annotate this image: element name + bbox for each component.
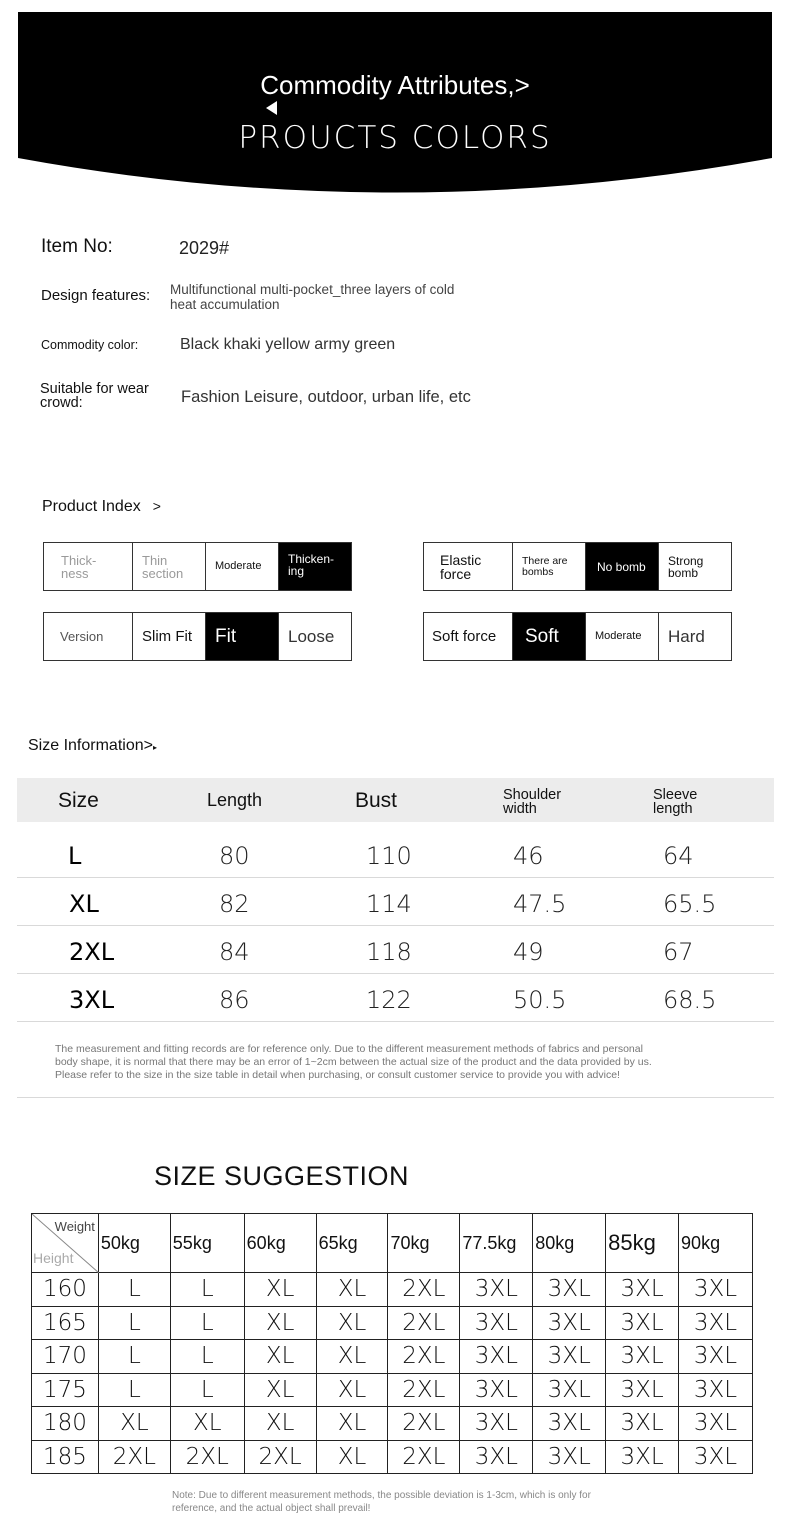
size-cell: L	[170, 1373, 244, 1407]
banner-title: Commodity Attributes,>	[260, 70, 530, 100]
size-cell: 3XL	[460, 1407, 533, 1441]
height-cell: 185	[32, 1440, 99, 1474]
size-cell: XL	[98, 1407, 170, 1441]
banner-subtitle: PROUCTS COLORS	[238, 120, 552, 156]
size-cell: XL	[316, 1273, 388, 1307]
corner-height-label: Height	[33, 1250, 74, 1266]
thickness-label-line2: ness	[61, 565, 89, 581]
weight-header: 85kg	[606, 1214, 679, 1273]
size-cell: 3XL	[533, 1340, 606, 1374]
elastic-label	[424, 543, 513, 590]
weight-header: 60kg	[244, 1214, 316, 1273]
header-length: Length	[207, 790, 263, 810]
cell-size: L	[68, 842, 82, 870]
size-cell: 3XL	[679, 1440, 753, 1474]
cell-shoulder: 49	[513, 938, 544, 966]
weight-header-row	[32, 1214, 753, 1273]
deviation-note	[172, 1490, 642, 1515]
version-index	[43, 612, 352, 661]
cell-shoulder: 46	[513, 842, 544, 870]
weight-header: 55kg	[170, 1214, 244, 1273]
size-cell: 3XL	[460, 1340, 533, 1374]
measurement-note-line2: body shape, it is normal that there may be an error of 1~2cm between the actual size of the product and the data provided by us.	[55, 1056, 652, 1069]
size-cell: 3XL	[606, 1373, 679, 1407]
size-cell: 2XL	[388, 1373, 460, 1407]
size-cell: XL	[244, 1373, 316, 1407]
header-size: Size	[58, 788, 99, 812]
size-suggestion-table	[31, 1213, 753, 1474]
deviation-note-line1: Note: Due to different measurement methods, the possible deviation is 1-3cm, which is only for	[172, 1490, 591, 1501]
item-no-value: 2029#	[179, 238, 230, 258]
height-cell: 180	[32, 1407, 99, 1441]
thickness-thin-line2: section	[142, 565, 184, 581]
height-cell: 170	[32, 1340, 99, 1374]
size-cell: L	[170, 1306, 244, 1340]
size-cell: 3XL	[679, 1273, 753, 1307]
soft-soft: Soft	[513, 613, 586, 660]
suitable-crowd-line1: Suitable for wear	[40, 381, 149, 397]
size-cell: 2XL	[244, 1440, 316, 1474]
size-cell: 3XL	[460, 1440, 533, 1474]
thickness-label	[44, 543, 133, 590]
size-cell: 2XL	[388, 1306, 460, 1340]
weight-header: 77.5kg	[460, 1214, 533, 1273]
elastic-no-bomb	[586, 543, 659, 590]
size-cell: 3XL	[679, 1340, 753, 1374]
header-sleeve-line1: Sleeve	[653, 786, 698, 803]
size-cell: XL	[316, 1340, 388, 1374]
triangle-left-icon	[266, 101, 277, 115]
weight-header: 65kg	[316, 1214, 388, 1273]
size-cell: 3XL	[533, 1407, 606, 1441]
size-cell: XL	[244, 1407, 316, 1441]
size-cell: 3XL	[533, 1306, 606, 1340]
size-cell: 2XL	[98, 1440, 170, 1474]
height-cell: 165	[32, 1306, 99, 1340]
size-table-header	[17, 778, 774, 822]
thickness-label-line1: Thick-	[61, 552, 97, 568]
elastic-strong-bomb	[659, 543, 731, 590]
small-arrow-icon: ▸	[152, 743, 157, 752]
size-cell: XL	[316, 1407, 388, 1441]
thickness-thin	[133, 543, 206, 590]
size-cell: 2XL	[388, 1407, 460, 1441]
product-index-title	[42, 498, 161, 516]
version-label: Version	[44, 613, 133, 660]
size-cell: 3XL	[606, 1273, 679, 1307]
size-cell: XL	[316, 1306, 388, 1340]
cell-length: 82	[219, 890, 250, 918]
size-cell: XL	[244, 1306, 316, 1340]
size-cell: XL	[316, 1373, 388, 1407]
soft-index	[423, 612, 732, 661]
header-shoulder-width	[503, 778, 561, 822]
size-cell: 3XL	[460, 1273, 533, 1307]
design-features-value	[170, 282, 454, 312]
measurement-note-line3: Please refer to the size in the size table in detail when purchasing, or consult customer service to provide you with advice!	[55, 1069, 620, 1082]
chevron-right-icon: >	[152, 498, 161, 514]
weight-header: 70kg	[388, 1214, 460, 1273]
version-loose: Loose	[288, 627, 335, 646]
soft-hard: Hard	[668, 627, 705, 646]
cell-bust: 114	[366, 890, 412, 918]
deviation-note-line2: reference, and the actual object shall prevail!	[172, 1502, 371, 1514]
cell-bust: 122	[366, 986, 412, 1014]
table-row	[17, 878, 774, 926]
size-cell: XL	[170, 1407, 244, 1441]
thickness-moderate-text: Moderate	[215, 560, 262, 572]
thickness-index	[43, 542, 352, 591]
size-cell: XL	[244, 1340, 316, 1374]
header-banner	[18, 12, 772, 198]
size-cell: 3XL	[460, 1306, 533, 1340]
size-cell: 3XL	[679, 1306, 753, 1340]
table-row	[17, 830, 774, 878]
size-cell: L	[98, 1340, 170, 1374]
elastic-label-line1: Elastic	[440, 551, 482, 568]
size-cell: 3XL	[460, 1373, 533, 1407]
thickness-thickening	[279, 543, 351, 590]
cell-bust: 118	[366, 938, 412, 966]
weight-header: 90kg	[679, 1214, 753, 1273]
commodity-color-label: Commodity color:	[41, 338, 139, 352]
cell-size: 3XL	[69, 986, 115, 1014]
size-cell: 2XL	[388, 1440, 460, 1474]
size-cell: 3XL	[606, 1440, 679, 1474]
size-cell: L	[98, 1373, 170, 1407]
elastic-there-are-line2: bombs	[522, 565, 554, 578]
cell-sleeve: 64	[663, 842, 694, 870]
divider	[17, 1097, 774, 1098]
banner-shape	[18, 12, 772, 198]
item-no-label: Item No:	[41, 236, 113, 257]
cell-size: XL	[69, 890, 99, 918]
header-shoulder-line2: width	[503, 801, 537, 817]
size-cell: XL	[316, 1440, 388, 1474]
cell-length: 80	[219, 842, 250, 870]
cell-shoulder: 50.5	[513, 986, 567, 1014]
table-row	[32, 1306, 753, 1340]
size-cell: 2XL	[388, 1273, 460, 1307]
corner-cell	[32, 1214, 99, 1273]
size-cell: 3XL	[533, 1273, 606, 1307]
size-cell: 3XL	[533, 1440, 606, 1474]
version-slim-fit: Slim Fit	[133, 613, 206, 660]
thickness-thickening-line1: Thicken-	[288, 552, 335, 566]
size-cell: 3XL	[606, 1306, 679, 1340]
elastic-index	[423, 542, 732, 591]
cell-sleeve: 65.5	[663, 890, 717, 918]
size-cell: XL	[244, 1273, 316, 1307]
header-bust: Bust	[355, 788, 398, 812]
soft-moderate: Moderate	[586, 613, 659, 660]
size-cell: L	[98, 1306, 170, 1340]
size-suggestion-title: SIZE SUGGESTION	[154, 1161, 410, 1191]
design-features-label: Design features:	[41, 287, 151, 304]
commodity-color-value: Black khaki yellow army green	[180, 336, 396, 353]
elastic-label-line2: force	[440, 565, 472, 582]
cell-shoulder: 47.5	[513, 890, 567, 918]
table-row	[32, 1407, 753, 1441]
size-cell: 3XL	[533, 1373, 606, 1407]
version-fit: Fit	[206, 613, 279, 660]
size-cell: 2XL	[170, 1440, 244, 1474]
cell-sleeve: 68.5	[663, 986, 717, 1014]
height-cell: 175	[32, 1373, 99, 1407]
suitable-crowd-value: Fashion Leisure, outdoor, urban life, etc	[181, 388, 471, 406]
cell-bust: 110	[366, 842, 412, 870]
corner-weight-label: Weight	[54, 1219, 95, 1234]
header-sleeve-length	[653, 778, 697, 822]
cell-sleeve: 67	[663, 938, 694, 966]
product-index-label: Product Index	[42, 498, 141, 515]
size-cell: 2XL	[388, 1340, 460, 1374]
size-cell: L	[170, 1273, 244, 1307]
thickness-moderate	[206, 543, 279, 590]
table-row	[32, 1373, 753, 1407]
table-row	[32, 1273, 753, 1307]
weight-header: 50kg	[98, 1214, 170, 1273]
weight-header: 80kg	[533, 1214, 606, 1273]
suitable-crowd-label	[40, 383, 149, 411]
thickness-thin-line1: Thin	[142, 552, 168, 568]
table-row	[32, 1440, 753, 1474]
size-information-title	[28, 737, 157, 755]
cell-length: 86	[219, 986, 250, 1014]
table-row	[32, 1340, 753, 1374]
size-information-label: Size Information>	[28, 737, 153, 754]
design-features-line1: Multifunctional multi-pocket_three layers of cold	[170, 282, 455, 297]
size-cell: 3XL	[606, 1407, 679, 1441]
elastic-strong-line2: bomb	[668, 565, 699, 580]
soft-force-label: Soft force	[424, 613, 513, 660]
table-row	[17, 926, 774, 974]
elastic-no-bomb-text: No bomb	[597, 559, 646, 574]
size-cell: 3XL	[679, 1373, 753, 1407]
measurement-note-line1: The measurement and fitting records are for reference only. Due to the different measurement methods of fabrics and personal	[55, 1043, 643, 1055]
size-cell: 3XL	[606, 1340, 679, 1374]
size-cell: 3XL	[679, 1407, 753, 1441]
measurement-note	[55, 1043, 695, 1082]
elastic-there-are-bombs	[513, 543, 586, 590]
cell-length: 84	[219, 938, 250, 966]
thickness-thickening-line2: ing	[288, 564, 305, 578]
elastic-strong-line1: Strong	[668, 553, 704, 568]
size-cell: L	[170, 1340, 244, 1374]
header-sleeve-line2: length	[653, 801, 693, 817]
height-cell: 160	[32, 1273, 99, 1307]
suitable-crowd-line2: crowd:	[40, 394, 83, 411]
header-shoulder-line1: Shoulder	[503, 786, 562, 803]
table-row	[17, 974, 774, 1022]
design-features-line2: heat accumulation	[170, 297, 280, 313]
elastic-there-are-line1: There are	[522, 555, 568, 567]
cell-size: 2XL	[69, 938, 115, 966]
size-cell: L	[98, 1273, 170, 1307]
